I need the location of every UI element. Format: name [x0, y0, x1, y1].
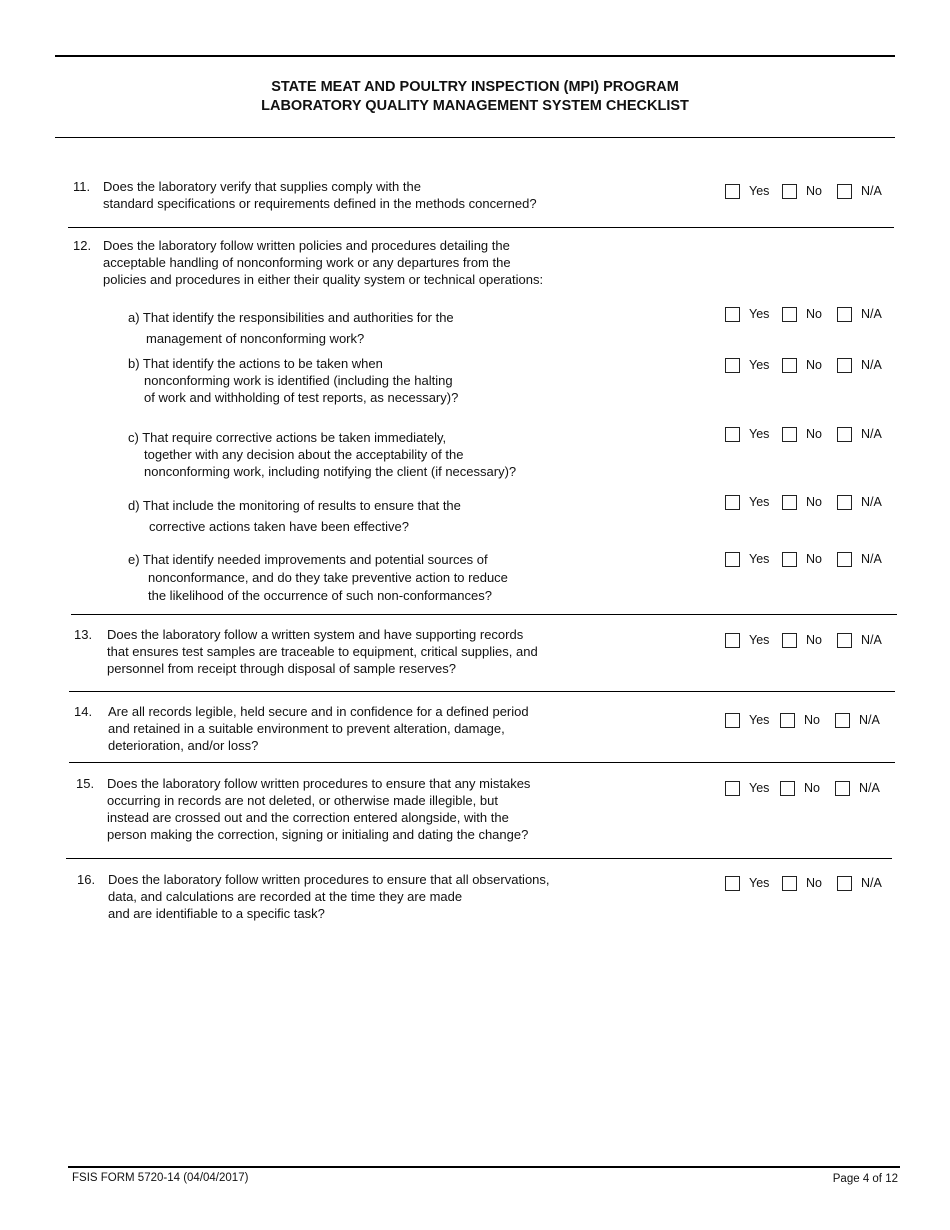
question-12-line: policies and procedures in either their quality system or technical operations:	[103, 272, 544, 287]
q13-yes-checkbox[interactable]	[725, 633, 740, 648]
question-12d-line: d) That include the monitoring of results to ensure that the	[128, 498, 461, 513]
no-label: No	[804, 781, 820, 795]
question-12-line: acceptable handling of nonconforming work or any departures from the	[103, 255, 511, 270]
yes-label: Yes	[749, 552, 770, 566]
yes-label: Yes	[749, 358, 770, 372]
q12d-na-checkbox[interactable]	[837, 495, 852, 510]
question-14-text	[108, 703, 529, 754]
question-12a-line: a) That identify the responsibilities and authorities for the	[128, 310, 454, 325]
q15-no-checkbox[interactable]	[780, 781, 795, 796]
q14-yes-checkbox[interactable]	[725, 713, 740, 728]
question-12-number: 12.	[73, 238, 92, 253]
question-12c-line: together with any decision about the acceptability of the	[144, 447, 464, 462]
q12a-yes-checkbox[interactable]	[725, 307, 740, 322]
question-15-text	[107, 775, 530, 843]
yes-label: Yes	[749, 713, 770, 727]
divider	[69, 691, 895, 692]
q13-no-checkbox[interactable]	[782, 633, 797, 648]
question-15-options	[725, 781, 900, 799]
question-14-number: 14.	[74, 704, 93, 719]
no-label: No	[806, 633, 822, 647]
question-12-line: Does the laboratory follow written policies and procedures detailing the	[103, 238, 510, 253]
question-15-line: occurring in records are not deleted, or otherwise made illegible, but	[107, 793, 498, 808]
yes-label: Yes	[749, 427, 770, 441]
q12a-na-checkbox[interactable]	[837, 307, 852, 322]
form-identifier: FSIS FORM 5720-14 (04/04/2017)	[72, 1172, 249, 1184]
na-label: N/A	[861, 307, 882, 321]
no-label: No	[806, 358, 822, 372]
question-12b-line: nonconforming work is identified (including the halting	[144, 373, 453, 388]
q12d-no-checkbox[interactable]	[782, 495, 797, 510]
question-16-text	[108, 871, 550, 922]
q12b-yes-checkbox[interactable]	[725, 358, 740, 373]
question-12d-options	[725, 495, 900, 513]
q12b-no-checkbox[interactable]	[782, 358, 797, 373]
q12b-na-checkbox[interactable]	[837, 358, 852, 373]
question-16-options	[725, 876, 900, 894]
form-title-line2: LABORATORY QUALITY MANAGEMENT SYSTEM CHECKLIST	[261, 98, 689, 114]
no-label: No	[806, 552, 822, 566]
header-top-rule	[55, 55, 895, 57]
na-label: N/A	[859, 713, 880, 727]
question-13-line: personnel from receipt through disposal of sample reserves?	[107, 661, 457, 676]
question-12a-text	[128, 307, 454, 349]
na-label: N/A	[861, 552, 882, 566]
question-16-line: Does the laboratory follow written procedures to ensure that all observations,	[108, 872, 550, 887]
no-label: No	[804, 713, 820, 727]
yes-label: Yes	[749, 184, 770, 198]
q14-no-checkbox[interactable]	[780, 713, 795, 728]
question-12b-line: b) That identify the actions to be taken when	[128, 356, 383, 371]
yes-label: Yes	[749, 633, 770, 647]
question-11-line: Does the laboratory verify that supplies comply with the	[103, 179, 421, 194]
question-13-line: Does the laboratory follow a written system and have supporting records	[107, 627, 524, 642]
form-title-line1: STATE MEAT AND POULTRY INSPECTION (MPI) PROGRAM	[271, 79, 679, 95]
question-12e-line: the likelihood of the occurrence of such non-conformances?	[148, 588, 492, 603]
yes-label: Yes	[749, 876, 770, 890]
question-12e-line: nonconformance, and do they take preventive action to reduce	[148, 570, 508, 585]
question-14-options	[725, 713, 900, 731]
question-13-text	[107, 626, 538, 677]
na-label: N/A	[861, 427, 882, 441]
divider	[69, 762, 895, 763]
q12e-no-checkbox[interactable]	[782, 552, 797, 567]
question-12c-text	[128, 429, 516, 480]
q11-no-checkbox[interactable]	[782, 184, 797, 199]
question-14-line: and retained in a suitable environment to prevent alteration, damage,	[108, 721, 505, 736]
no-label: No	[806, 427, 822, 441]
q16-yes-checkbox[interactable]	[725, 876, 740, 891]
question-12a-line: management of nonconforming work?	[146, 331, 365, 346]
question-15-line: instead are crossed out and the correction entered alongside, with the	[107, 810, 509, 825]
divider	[71, 614, 897, 615]
question-15-line: person making the correction, signing or initialing and dating the change?	[107, 827, 529, 842]
question-14-line: Are all records legible, held secure and in confidence for a defined period	[108, 704, 529, 719]
q11-yes-checkbox[interactable]	[725, 184, 740, 199]
question-13-options	[725, 633, 900, 651]
question-12b-options	[725, 358, 900, 376]
q12c-na-checkbox[interactable]	[837, 427, 852, 442]
question-11-options	[725, 184, 900, 202]
question-13-line: that ensures test samples are traceable to equipment, critical supplies, and	[107, 644, 538, 659]
na-label: N/A	[859, 781, 880, 795]
question-16-line: and are identifiable to a specific task?	[108, 906, 325, 921]
no-label: No	[806, 184, 822, 198]
yes-label: Yes	[749, 495, 770, 509]
q15-yes-checkbox[interactable]	[725, 781, 740, 796]
question-16-line: data, and calculations are recorded at the time they are made	[108, 889, 463, 904]
q12c-yes-checkbox[interactable]	[725, 427, 740, 442]
question-12b-text	[128, 355, 458, 406]
question-12a-options	[725, 307, 900, 325]
q16-no-checkbox[interactable]	[782, 876, 797, 891]
na-label: N/A	[861, 358, 882, 372]
q16-na-checkbox[interactable]	[837, 876, 852, 891]
question-12b-line: of work and withholding of test reports, as necessary)?	[144, 390, 459, 405]
footer-rule	[68, 1166, 900, 1168]
question-12d-text	[128, 495, 461, 537]
no-label: No	[806, 307, 822, 321]
q12d-yes-checkbox[interactable]	[725, 495, 740, 510]
question-16-number: 16.	[77, 872, 96, 887]
question-13-number: 13.	[74, 627, 93, 642]
question-12c-options	[725, 427, 900, 445]
question-15-line: Does the laboratory follow written procedures to ensure that any mistakes	[107, 776, 531, 791]
q12a-no-checkbox[interactable]	[782, 307, 797, 322]
na-label: N/A	[861, 876, 882, 890]
divider	[68, 227, 894, 228]
question-14-line: deterioration, and/or loss?	[108, 738, 259, 753]
question-12-text	[103, 237, 543, 288]
page-number: Page 4 of 12	[832, 1173, 898, 1185]
na-label: N/A	[861, 633, 882, 647]
header-bottom-rule	[55, 137, 895, 138]
question-12c-line: c) That require corrective actions be taken immediately,	[128, 430, 447, 445]
question-12d-line: corrective actions taken have been effective?	[149, 519, 409, 534]
question-11-line: standard specifications or requirements defined in the methods concerned?	[103, 196, 537, 211]
q12c-no-checkbox[interactable]	[782, 427, 797, 442]
q15-na-checkbox[interactable]	[835, 781, 850, 796]
yes-label: Yes	[749, 307, 770, 321]
yes-label: Yes	[749, 781, 770, 795]
q11-na-checkbox[interactable]	[837, 184, 852, 199]
q12e-yes-checkbox[interactable]	[725, 552, 740, 567]
q12e-na-checkbox[interactable]	[837, 552, 852, 567]
divider	[66, 858, 892, 859]
question-15-number: 15.	[76, 776, 95, 791]
q14-na-checkbox[interactable]	[835, 713, 850, 728]
question-12e-line: e) That identify needed improvements and potential sources of	[128, 552, 488, 567]
no-label: No	[806, 495, 822, 509]
na-label: N/A	[861, 495, 882, 509]
q13-na-checkbox[interactable]	[837, 633, 852, 648]
question-12c-line: nonconforming work, including notifying the client (if necessary)?	[144, 464, 517, 479]
na-label: N/A	[861, 184, 882, 198]
question-12e-options	[725, 552, 900, 570]
question-12e-text	[128, 551, 508, 605]
question-11-number: 11.	[73, 179, 91, 194]
no-label: No	[806, 876, 822, 890]
question-11-text	[103, 178, 537, 212]
